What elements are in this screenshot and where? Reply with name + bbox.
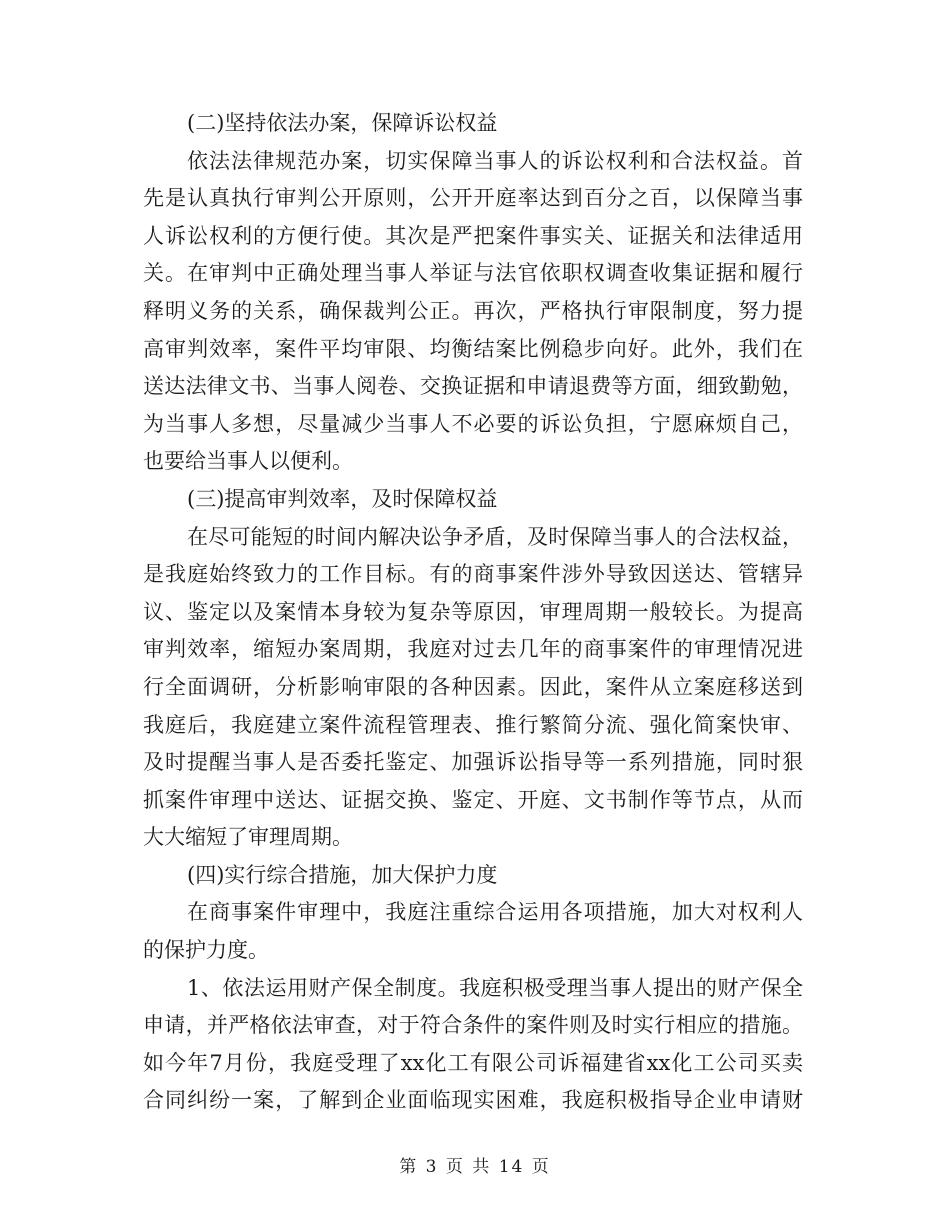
text-line: 我庭后，我庭建立案件流程管理表、推行繁简分流、强化简案快审、 (143, 712, 803, 737)
text-line: 是我庭始终致力的工作目标。有的商事案件涉外导致因送达、管辖异 (143, 562, 803, 587)
text-line: 审判效率，缩短办案周期，我庭对过去几年的商事案件的审理情况进 (143, 637, 803, 662)
text-line: 先是认真执行审判公开原则，公开开庭率达到百分之百，以保障当事 (143, 186, 803, 211)
text-line: 议、鉴定以及案情本身较为复杂等原因，审理周期一般较长。为提高 (143, 599, 803, 624)
text-line: 高审判效率，案件平均审限、均衡结案比例稳步向好。此外，我们在 (143, 336, 803, 361)
text-line: (三)提高审判效率，及时保障权益 (187, 486, 498, 511)
text-line: 行全面调研，分析影响审限的各种因素。因此，案件从立案庭移送到 (143, 674, 803, 699)
text-line: 在尽可能短的时间内解决讼争矛盾，及时保障当事人的合法权益， (187, 524, 803, 549)
text-line: 依法法律规范办案，切实保障当事人的诉讼权利和合法权益。首 (187, 148, 803, 173)
text-line: 及时提醒当事人是否委托鉴定、加强诉讼指导等一系列措施，同时狠 (143, 750, 803, 775)
text-line: 大大缩短了审理周期。 (143, 825, 353, 850)
text-line: 如今年7月份，我庭受理了xx化工有限公司诉福建省xx化工公司买卖 (143, 1050, 803, 1075)
text-line: 申请，并严格依法审查，对于符合条件的案件则及时实行相应的措施。 (143, 1013, 803, 1038)
text-line: 人诉讼权利的方便行使。其次是严把案件事实关、证据关和法律适用 (143, 223, 803, 248)
page-footer: 第 3 页 共 14 页 (399, 1157, 551, 1177)
text-line: 关。在审判中正确处理当事人举证与法官依职权调查收集证据和履行 (143, 261, 803, 286)
text-line: (四)实行综合措施，加大保护力度 (187, 862, 498, 887)
text-line: (二)坚持依法办案，保障诉讼权益 (187, 111, 498, 135)
text-line: 抓案件审理中送达、证据交换、鉴定、开庭、文书制作等节点，从而 (143, 787, 803, 812)
text-line: 也要给当事人以便利。 (143, 449, 353, 474)
text-line: 1、依法运用财产保全制度。我庭积极受理当事人提出的财产保全 (187, 975, 803, 1000)
text-line: 合同纠纷一案，了解到企业面临现实困难，我庭积极指导企业申请财 (143, 1088, 803, 1113)
text-line: 释明义务的关系，确保裁判公正。再次，严格执行审限制度，努力提 (143, 298, 803, 323)
document-body (143, 105, 803, 1120)
text-line: 为当事人多想，尽量减少当事人不必要的诉讼负担，宁愿麻烦自己， (143, 411, 803, 436)
text-line: 在商事案件审理中，我庭注重综合运用各项措施，加大对权利人 (187, 900, 803, 925)
text-line: 的保护力度。 (143, 938, 269, 963)
text-line: 送达法律文书、当事人阅卷、交换证据和申请退费等方面，细致勤勉， (143, 374, 803, 399)
